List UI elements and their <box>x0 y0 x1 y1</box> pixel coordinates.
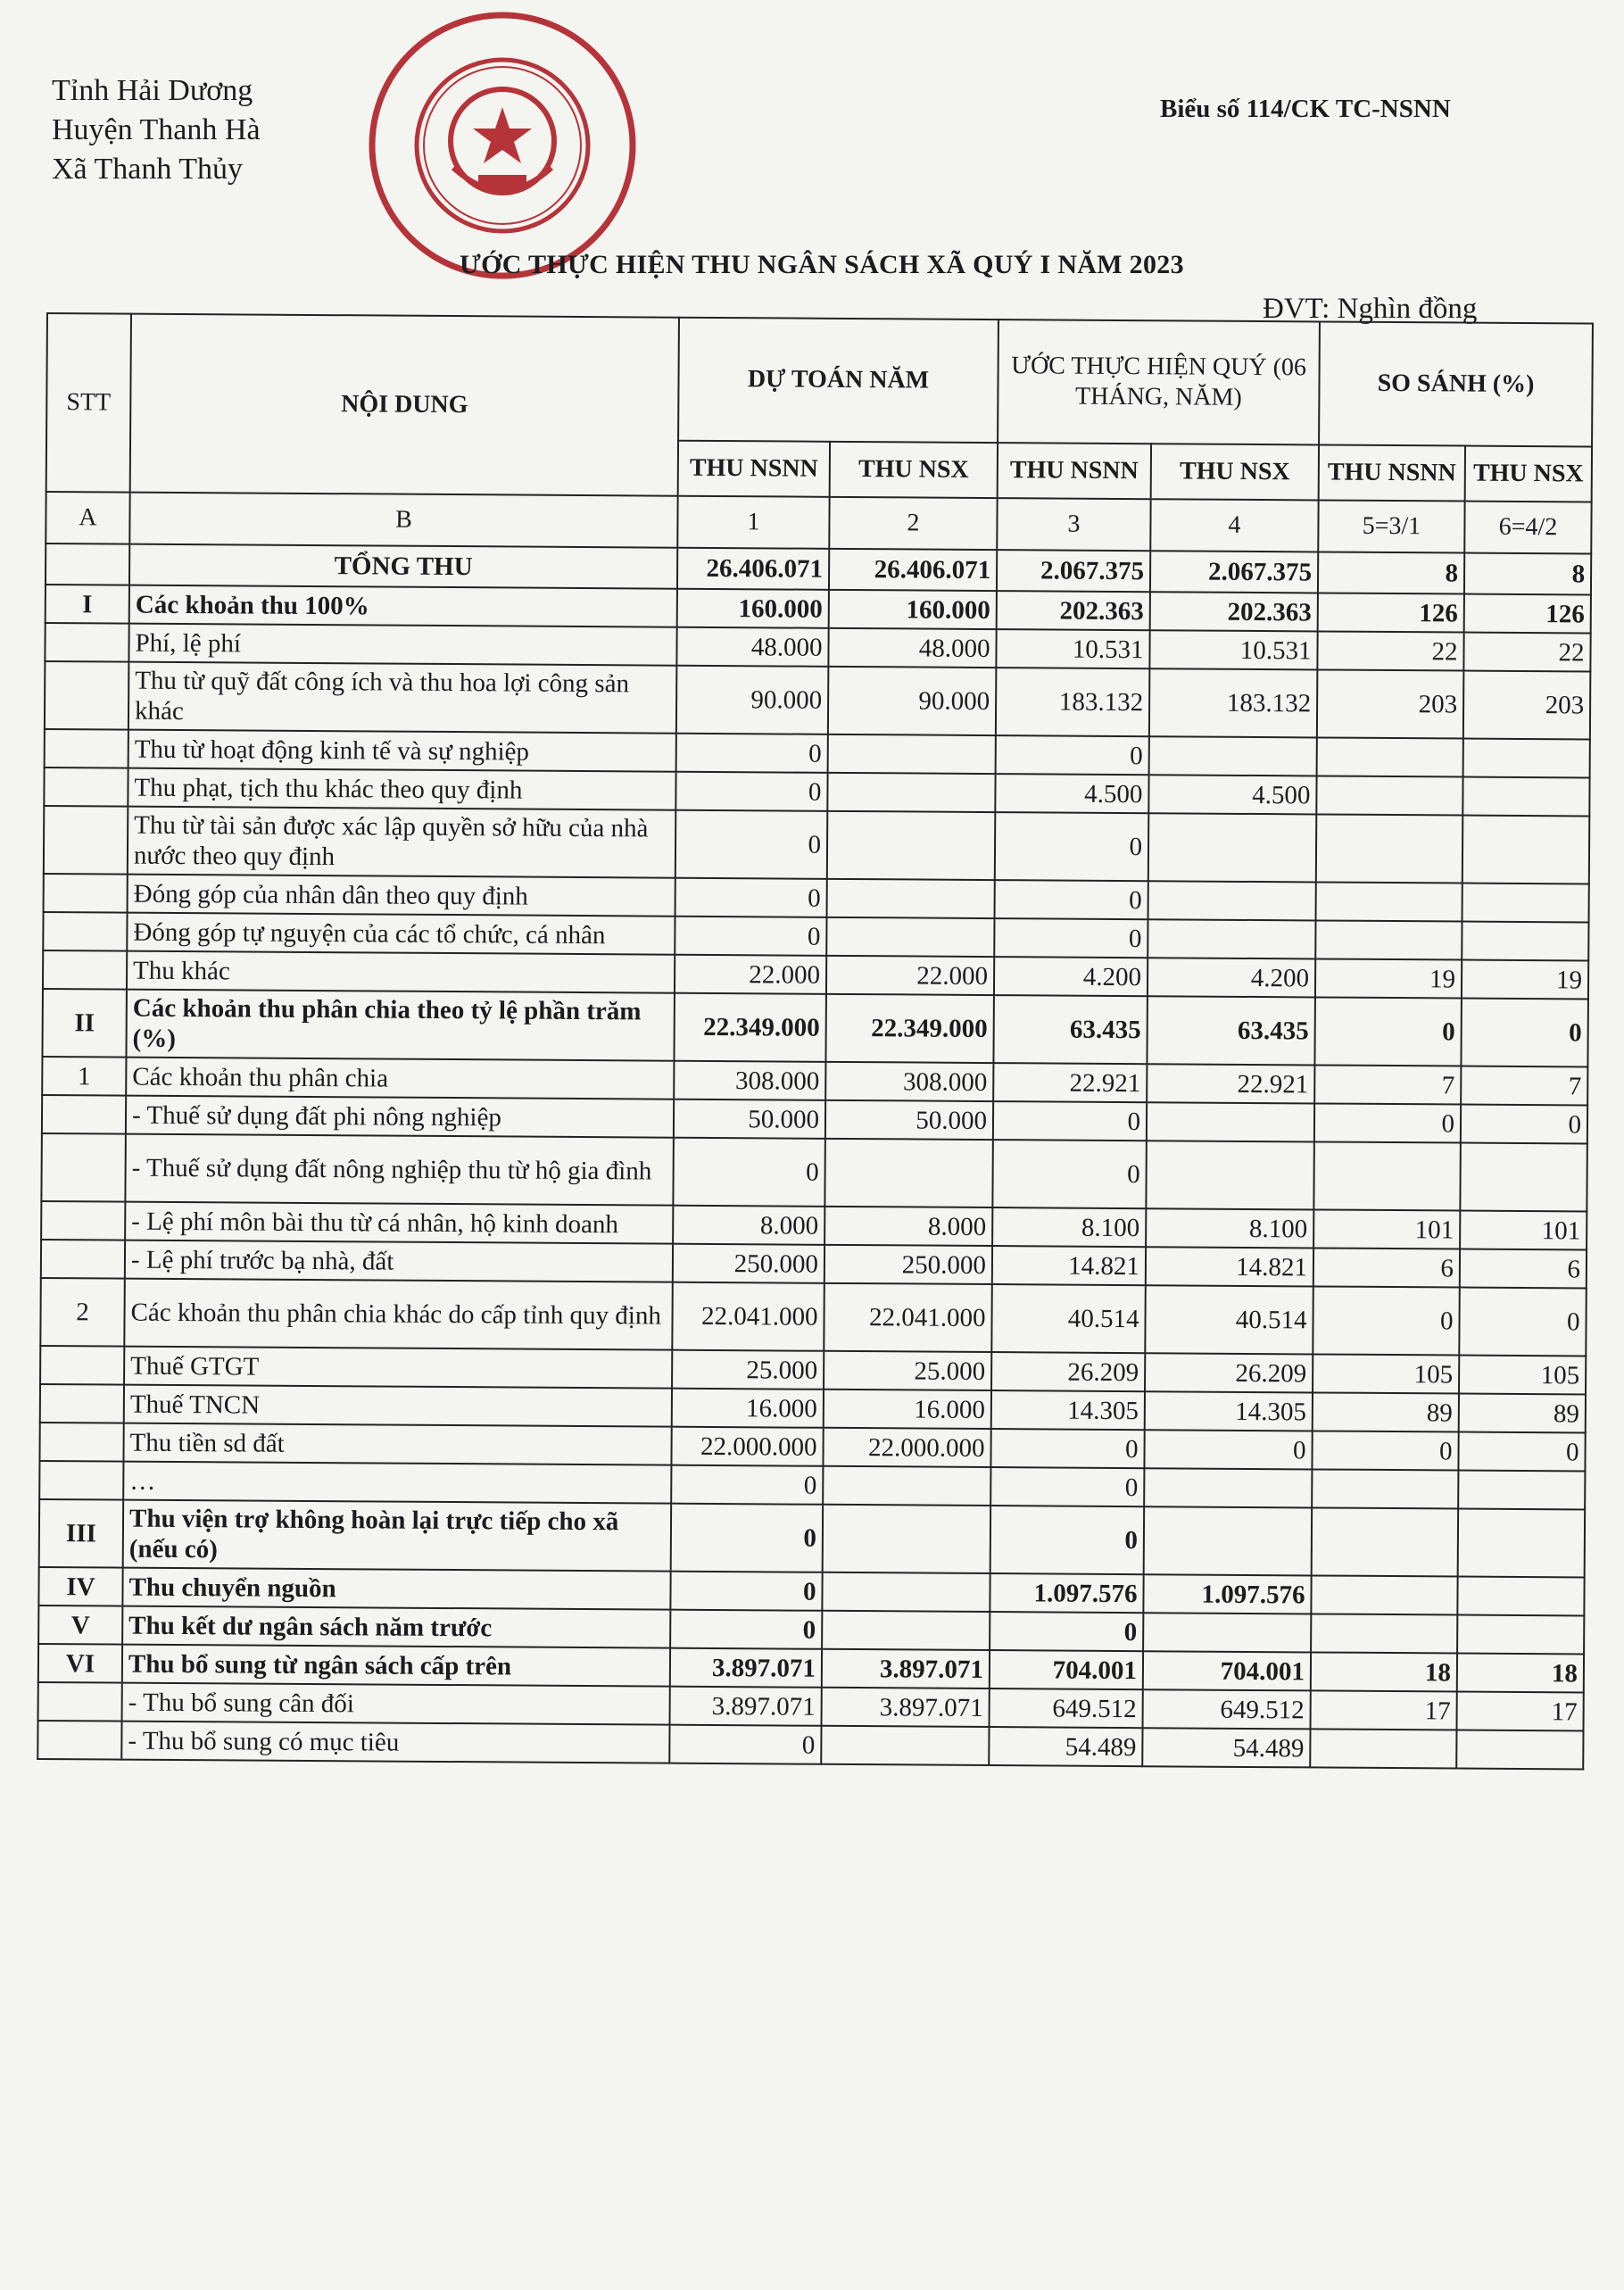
index-cell: B <box>129 493 677 548</box>
compare-nsx-cell: 105 <box>1459 1356 1586 1395</box>
compare-nsnn-cell: 17 <box>1311 1690 1457 1730</box>
issuer-block <box>52 71 261 189</box>
estimate-nsnn-cell: 0 <box>990 1429 1144 1468</box>
index-cell: 4 <box>1150 499 1318 552</box>
compare-nsx-cell: 101 <box>1460 1211 1587 1250</box>
compare-nsx-cell: 0 <box>1459 1288 1587 1357</box>
table-row <box>39 1499 1585 1577</box>
stt-cell: IV <box>38 1567 122 1606</box>
compare-nsnn-cell: 126 <box>1318 593 1464 632</box>
compare-nsnn-cell: 89 <box>1313 1392 1459 1431</box>
sub-header: THU NSX <box>1465 446 1592 502</box>
index-cell: 1 <box>677 496 829 549</box>
budget-nsnn-cell: 308.000 <box>674 1061 825 1100</box>
estimate-nsnn-cell: 0 <box>994 918 1148 958</box>
form-number: Biểu số 114/CK TC-NSNN <box>1160 95 1451 123</box>
content-cell: Các khoản thu phân chia theo tỷ lệ phần trăm (%) <box>126 990 674 1061</box>
table-row <box>42 989 1587 1066</box>
estimate-nsx-cell <box>1149 736 1317 776</box>
col-stt-header: STT <box>46 313 131 493</box>
budget-nsnn-cell: 0 <box>675 878 827 917</box>
col-content-header: NỘI DUNG <box>130 314 679 496</box>
estimate-nsnn-cell: 14.821 <box>992 1246 1146 1285</box>
stt-cell <box>44 767 128 807</box>
estimate-nsx-cell <box>1144 1506 1313 1575</box>
unit-label: ĐVT: Nghìn đồng <box>1263 293 1478 325</box>
estimate-nsnn-cell: 183.132 <box>996 668 1150 736</box>
compare-nsnn-cell <box>1312 1507 1459 1576</box>
budget-nsnn-cell: 0 <box>671 1465 823 1505</box>
compare-nsnn-cell <box>1317 737 1463 776</box>
stt-cell <box>40 1384 124 1423</box>
stt-cell <box>46 543 129 585</box>
compare-nsx-cell: 0 <box>1461 1105 1587 1144</box>
estimate-nsnn-cell: 0 <box>995 880 1148 919</box>
estimate-nsnn-cell: 0 <box>990 1506 1145 1574</box>
estimate-nsx-cell: 1.097.576 <box>1143 1574 1311 1614</box>
budget-nsx-cell <box>824 1139 993 1207</box>
content-cell: - Thu bổ sung có mục tiêu <box>121 1722 669 1763</box>
content-cell: Thu từ quỹ đất công ích và thu hoa lợi công sản khác <box>128 662 676 734</box>
estimate-nsx-cell: 40.514 <box>1145 1285 1313 1354</box>
compare-nsx-cell: 19 <box>1462 960 1588 1000</box>
budget-nsx-cell <box>828 734 996 774</box>
compare-nsx-cell <box>1463 739 1590 778</box>
budget-nsx-cell <box>823 1505 991 1573</box>
content-cell: … <box>123 1462 671 1504</box>
budget-nsnn-cell: 90.000 <box>676 666 829 734</box>
compare-nsx-cell: 22 <box>1463 633 1590 672</box>
estimate-nsx-cell <box>1147 1102 1314 1141</box>
compare-nsnn-cell <box>1315 920 1462 959</box>
budget-nsnn-cell: 3.897.071 <box>670 1648 822 1688</box>
budget-nsnn-cell: 0 <box>675 810 828 879</box>
index-cell: 6=4/2 <box>1464 502 1591 554</box>
estimate-nsnn-cell: 2.067.375 <box>997 550 1150 592</box>
revenue-table <box>37 312 1594 1770</box>
content-cell: Thu phạt, tịch thu khác theo quy định <box>128 768 675 810</box>
content-cell: Thu bổ sung từ ngân sách cấp trên <box>122 1645 670 1687</box>
estimate-nsx-cell <box>1148 919 1315 958</box>
index-cell: A <box>46 492 129 544</box>
content-cell: Thu chuyển nguồn <box>122 1568 670 1610</box>
estimate-nsx-cell <box>1144 1468 1312 1507</box>
stt-cell <box>37 1721 121 1760</box>
stt-cell <box>40 1346 124 1385</box>
budget-nsnn-cell: 0 <box>669 1725 821 1764</box>
compare-nsx-cell <box>1462 777 1589 817</box>
compare-nsnn-cell: 0 <box>1314 1103 1461 1142</box>
compare-nsnn-cell: 101 <box>1313 1209 1460 1249</box>
budget-nsx-cell: 22.041.000 <box>824 1283 992 1352</box>
compare-nsnn-cell: 203 <box>1317 669 1464 738</box>
estimate-nsx-cell: 649.512 <box>1143 1689 1311 1729</box>
estimate-nsnn-cell: 649.512 <box>990 1688 1143 1728</box>
stt-cell: 2 <box>40 1278 125 1347</box>
content-cell: Các khoản thu phân chia <box>126 1058 674 1099</box>
table-row <box>41 1133 1587 1211</box>
compare-nsx-cell <box>1462 816 1590 884</box>
estimate-nsx-cell: 63.435 <box>1147 996 1314 1065</box>
content-cell: Thu từ hoạt động kinh tế và sự nghiệp <box>128 730 676 772</box>
content-cell: - Thuế sử dụng đất phi nông nghiệp <box>126 1096 674 1138</box>
content-cell: Thuế GTGT <box>124 1347 672 1389</box>
content-cell: - Thuế sử dụng đất nông nghiệp thu từ hộ gia đình <box>125 1134 673 1206</box>
estimate-nsx-cell: 704.001 <box>1143 1651 1311 1690</box>
budget-nsnn-cell: 0 <box>673 1138 825 1207</box>
budget-nsx-cell: 26.406.071 <box>829 549 997 591</box>
estimate-nsnn-cell: 0 <box>995 812 1149 881</box>
budget-nsx-cell <box>822 1572 990 1612</box>
stt-cell: VI <box>38 1644 122 1683</box>
estimate-nsx-cell: 202.363 <box>1150 592 1318 631</box>
compare-nsx-cell <box>1458 1509 1586 1578</box>
stt-cell <box>44 874 128 913</box>
budget-nsx-cell: 22.349.000 <box>825 994 994 1063</box>
stt-cell <box>43 912 127 951</box>
budget-nsnn-cell: 22.349.000 <box>674 993 826 1062</box>
compare-nsnn-cell <box>1313 1141 1461 1210</box>
compare-nsnn-cell <box>1311 1575 1457 1614</box>
compare-nsnn-cell <box>1316 776 1462 815</box>
province-line: Tỉnh Hải Dương <box>52 74 253 107</box>
estimate-nsnn-cell: 63.435 <box>993 995 1148 1064</box>
estimate-nsnn-cell: 22.921 <box>993 1063 1147 1102</box>
budget-nsx-cell: 90.000 <box>828 667 997 735</box>
compare-nsx-cell <box>1457 1615 1584 1655</box>
estimate-nsnn-cell: 8.100 <box>992 1207 1146 1247</box>
estimate-nsnn-cell: 10.531 <box>996 629 1149 668</box>
compare-nsnn-cell: 6 <box>1313 1248 1460 1287</box>
sub-header: THU NSX <box>1151 444 1319 500</box>
estimate-nsx-cell: 8.100 <box>1146 1208 1313 1248</box>
budget-nsx-cell <box>827 773 995 812</box>
compare-nsx-cell: 0 <box>1458 1432 1585 1472</box>
compare-nsnn-cell <box>1310 1729 1456 1768</box>
commune-line: Xã Thanh Thủy <box>52 153 244 186</box>
stt-cell: II <box>42 989 127 1058</box>
estimate-nsx-cell: 54.489 <box>1142 1728 1310 1767</box>
stt-cell <box>39 1423 123 1462</box>
content-cell: Thu kết dư ngân sách năm trước <box>122 1606 670 1648</box>
budget-nsnn-cell: 16.000 <box>672 1389 824 1428</box>
compare-nsx-cell: 17 <box>1457 1692 1584 1731</box>
stt-cell <box>41 1240 125 1279</box>
table-row <box>45 661 1590 739</box>
compare-nsx-cell: 126 <box>1464 594 1591 634</box>
budget-nsx-cell: 160.000 <box>829 590 997 629</box>
stt-cell: 1 <box>42 1057 126 1096</box>
compare-nsx-cell <box>1458 1471 1585 1510</box>
document-title: ƯỚC THỰC HIỆN THU NGÂN SÁCH XÃ QUÝ I NĂM 2023 <box>460 250 1184 279</box>
compare-nsx-cell: 89 <box>1459 1394 1586 1433</box>
table-row <box>40 1278 1586 1356</box>
estimate-nsnn-cell: 4.200 <box>994 957 1148 996</box>
estimate-nsnn-cell: 202.363 <box>997 591 1150 630</box>
content-cell: TỔNG THU <box>129 544 677 589</box>
budget-nsnn-cell: 0 <box>670 1572 822 1611</box>
stt-cell <box>43 950 127 990</box>
budget-nsx-cell: 22.000 <box>826 956 994 995</box>
comparison-group-header: SO SÁNH (%) <box>1319 321 1593 446</box>
estimate-nsx-cell: 0 <box>1144 1430 1312 1469</box>
content-cell: Thu khác <box>127 951 675 993</box>
budget-nsnn-cell: 48.000 <box>676 627 828 667</box>
index-cell: 5=3/1 <box>1318 500 1464 552</box>
compare-nsx-cell <box>1457 1577 1584 1616</box>
content-cell: Phí, lệ phí <box>128 624 676 666</box>
estimate-nsnn-cell: 0 <box>992 1140 1147 1208</box>
content-cell: Thuế TNCN <box>124 1385 672 1427</box>
budget-nsnn-cell: 50.000 <box>674 1099 825 1139</box>
estimate-nsnn-cell: 0 <box>990 1467 1144 1506</box>
budget-group-header: DỰ TOÁN NĂM <box>678 318 998 443</box>
sub-header: THU NSNN <box>678 441 830 497</box>
content-cell: Đóng góp của nhân dân theo quy định <box>128 875 675 917</box>
budget-nsx-cell: 50.000 <box>825 1100 993 1140</box>
estimate-nsx-cell: 22.921 <box>1147 1064 1314 1103</box>
budget-nsx-cell: 3.897.071 <box>822 1649 990 1688</box>
compare-nsx-cell: 8 <box>1464 553 1591 595</box>
stt-cell <box>38 1682 122 1722</box>
budget-nsnn-cell: 0 <box>675 772 827 811</box>
stt-cell <box>39 1461 123 1500</box>
header-row-1 <box>46 313 1593 446</box>
budget-nsnn-cell: 0 <box>675 917 826 956</box>
stt-cell <box>42 1095 126 1134</box>
estimate-nsx-cell <box>1146 1141 1313 1209</box>
estimate-nsnn-cell: 26.209 <box>991 1352 1145 1391</box>
budget-nsnn-cell: 160.000 <box>677 589 829 628</box>
index-cell: 2 <box>829 497 997 550</box>
estimate-nsnn-cell: 0 <box>996 735 1149 775</box>
estimate-nsx-cell: 26.209 <box>1145 1353 1313 1392</box>
budget-nsx-cell: 3.897.071 <box>822 1688 990 1727</box>
stt-cell: III <box>39 1499 124 1568</box>
compare-nsnn-cell: 0 <box>1314 997 1462 1066</box>
content-cell: Thu tiền sd đất <box>123 1423 671 1465</box>
budget-nsx-cell <box>823 1466 990 1506</box>
stt-cell <box>45 729 128 768</box>
content-cell: Đóng góp tự nguyện của các tổ chức, cá nhân <box>127 913 675 955</box>
compare-nsx-cell <box>1462 922 1588 961</box>
estimate-nsx-cell: 183.132 <box>1149 668 1317 737</box>
compare-nsx-cell: 18 <box>1457 1654 1584 1693</box>
budget-nsx-cell: 25.000 <box>824 1351 991 1390</box>
content-cell: Thu viện trợ không hoàn lại trực tiếp cho xã (nếu có) <box>123 1500 671 1572</box>
content-cell: - Lệ phí trước bạ nhà, đất <box>125 1240 673 1282</box>
sub-header: THU NSNN <box>1319 444 1465 501</box>
estimate-nsx-cell <box>1148 813 1316 882</box>
estimate-nsnn-cell: 14.305 <box>991 1390 1145 1430</box>
compare-nsx-cell: 7 <box>1461 1066 1587 1106</box>
compare-nsnn-cell <box>1312 1469 1458 1508</box>
stt-cell <box>44 806 128 875</box>
content-cell: - Thu bổ sung cân đối <box>122 1683 670 1725</box>
estimate-nsx-cell: 14.821 <box>1146 1247 1313 1286</box>
stt-cell <box>41 1133 126 1202</box>
estimate-nsx-cell: 14.305 <box>1145 1391 1313 1431</box>
content-cell: Các khoản thu phân chia khác do cấp tỉnh quy định <box>124 1279 672 1350</box>
budget-nsnn-cell: 8.000 <box>673 1206 824 1245</box>
compare-nsnn-cell <box>1316 814 1463 883</box>
estimate-nsx-cell: 4.200 <box>1148 958 1315 997</box>
budget-nsnn-cell: 3.897.071 <box>670 1687 822 1726</box>
sub-header: THU NSNN <box>998 443 1151 499</box>
compare-nsnn-cell: 18 <box>1311 1652 1457 1691</box>
compare-nsnn-cell: 105 <box>1313 1354 1459 1393</box>
estimate-nsx-cell: 2.067.375 <box>1150 551 1318 593</box>
stt-cell: I <box>46 585 129 624</box>
content-cell: Các khoản thu 100% <box>129 585 677 627</box>
compare-nsnn-cell: 0 <box>1313 1286 1460 1355</box>
stt-cell: V <box>38 1605 122 1645</box>
estimate-nsx-cell: 10.531 <box>1149 630 1317 669</box>
estimate-nsx-cell <box>1143 1613 1311 1652</box>
content-cell: Thu từ tài sản được xác lập quyền sở hữu của nhà nước theo quy định <box>128 807 675 878</box>
budget-nsx-cell: 8.000 <box>824 1207 992 1246</box>
budget-nsnn-cell: 26.406.071 <box>677 548 829 590</box>
compare-nsx-cell: 6 <box>1460 1249 1587 1289</box>
estimate-nsnn-cell: 40.514 <box>991 1284 1146 1353</box>
compare-nsx-cell: 203 <box>1463 671 1591 740</box>
estimate-nsnn-cell: 0 <box>990 1612 1143 1651</box>
estimate-group-header: ƯỚC THỰC HIỆN QUÝ (06 THÁNG, NĂM) <box>998 319 1320 444</box>
budget-nsx-cell: 22.000.000 <box>823 1428 990 1467</box>
table-row <box>44 806 1589 884</box>
budget-nsnn-cell: 22.000.000 <box>671 1427 823 1466</box>
budget-nsx-cell <box>821 1726 989 1765</box>
estimate-nsnn-cell: 0 <box>993 1101 1147 1141</box>
estimate-nsnn-cell: 704.001 <box>990 1650 1143 1689</box>
district-line: Huyện Thanh Hà <box>52 113 261 146</box>
budget-nsx-cell <box>827 879 995 918</box>
compare-nsnn-cell: 19 <box>1315 958 1462 998</box>
sub-header: THU NSX <box>830 442 998 498</box>
estimate-nsx-cell <box>1148 881 1316 920</box>
budget-nsx-cell <box>827 811 996 880</box>
budget-nsx-cell: 250.000 <box>824 1245 992 1284</box>
budget-nsnn-cell: 0 <box>670 1610 822 1649</box>
budget-nsnn-cell: 250.000 <box>673 1244 824 1283</box>
stt-cell <box>41 1201 125 1240</box>
budget-nsnn-cell: 25.000 <box>672 1350 824 1390</box>
index-cell: 3 <box>997 498 1150 551</box>
budget-nsx-cell: 48.000 <box>828 628 996 668</box>
stt-cell <box>45 661 129 730</box>
stt-cell <box>45 623 128 662</box>
compare-nsx-cell <box>1462 884 1589 923</box>
compare-nsnn-cell <box>1311 1614 1457 1653</box>
estimate-nsnn-cell: 54.489 <box>989 1727 1142 1766</box>
official-seal-icon <box>364 7 641 284</box>
compare-nsnn-cell: 0 <box>1312 1431 1458 1470</box>
budget-nsnn-cell: 0 <box>676 734 828 773</box>
budget-nsx-cell <box>826 917 994 957</box>
content-cell: - Lệ phí môn bài thu từ cá nhân, hộ kinh doanh <box>125 1202 673 1244</box>
budget-nsx-cell: 16.000 <box>824 1390 991 1429</box>
budget-nsnn-cell: 22.041.000 <box>672 1282 824 1351</box>
compare-nsnn-cell: 7 <box>1314 1065 1461 1104</box>
budget-nsnn-cell: 0 <box>671 1504 824 1572</box>
compare-nsnn-cell: 8 <box>1318 552 1464 593</box>
budget-nsx-cell <box>822 1611 990 1650</box>
budget-nsx-cell: 308.000 <box>825 1062 993 1101</box>
compare-nsx-cell: 0 <box>1461 999 1588 1067</box>
compare-nsnn-cell: 22 <box>1317 631 1463 670</box>
compare-nsx-cell <box>1456 1730 1583 1770</box>
budget-nsnn-cell: 22.000 <box>675 955 826 994</box>
compare-nsx-cell <box>1460 1143 1587 1212</box>
compare-nsnn-cell <box>1316 882 1462 921</box>
estimate-nsnn-cell: 1.097.576 <box>990 1573 1143 1613</box>
estimate-nsnn-cell: 4.500 <box>995 774 1148 813</box>
estimate-nsx-cell: 4.500 <box>1148 775 1316 814</box>
